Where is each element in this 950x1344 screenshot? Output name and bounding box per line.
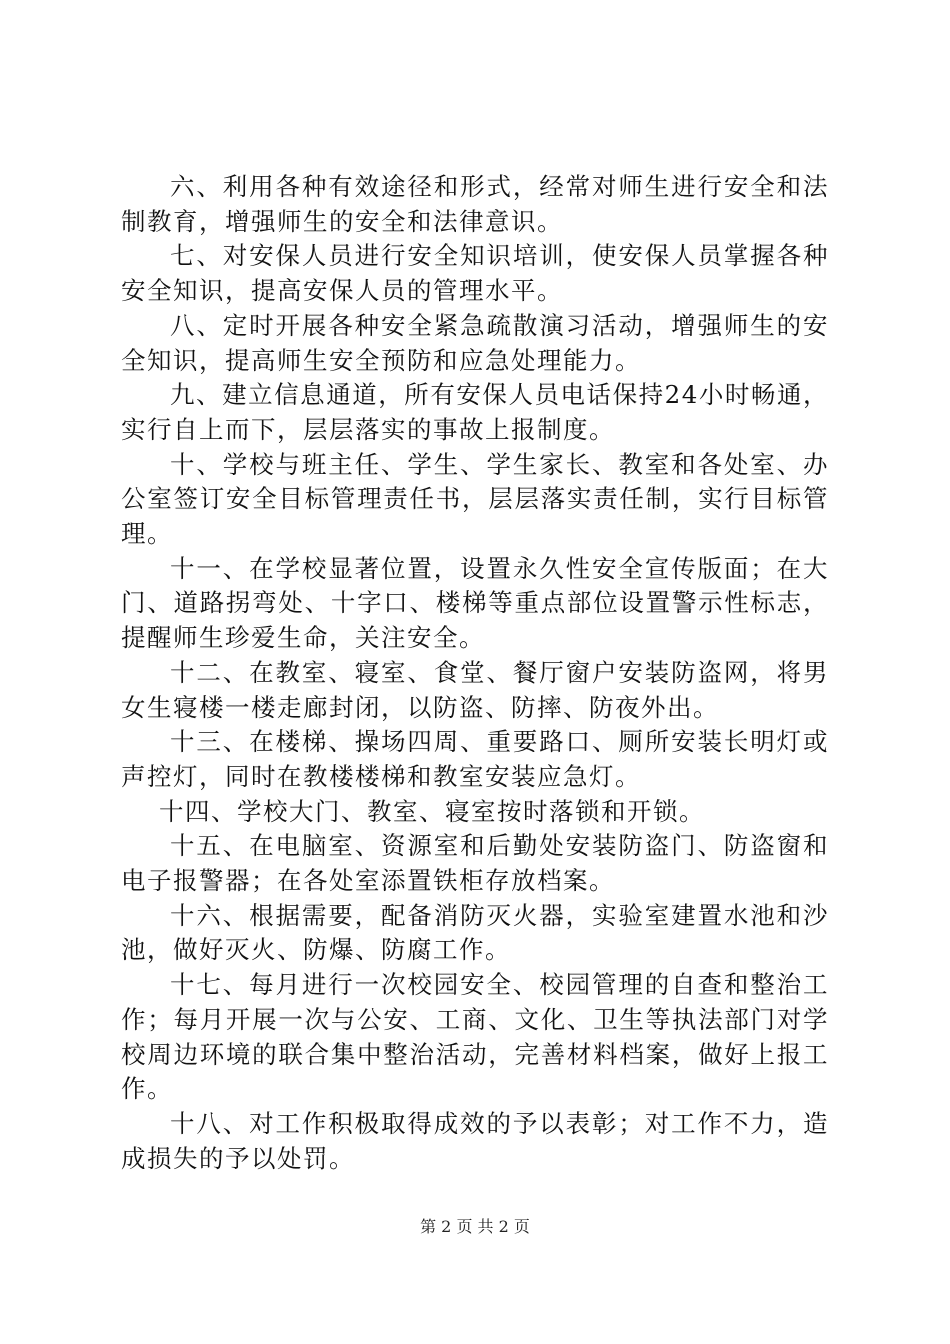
paragraph-10: 十、学校与班主任、学生、学生家长、教室和各处室、办公室签订安全目标管理责任书，层层落实责任制，实行目标管理。: [121, 449, 829, 549]
paragraph-9: 九、建立信息通道，所有安保人员电话保持24小时畅通，实行自上而下，层层落实的事故上报制度。: [121, 380, 829, 444]
paragraph-18: 十八、对工作积极取得成效的予以表彰；对工作不力，造成损失的予以处罚。: [121, 1108, 829, 1173]
document-body: [121, 170, 829, 1176]
paragraph-15: 十五、在电脑室、资源室和后勤处安装防盗门、防盗窗和电子报警器；在各处室添置铁柜存放档案。: [121, 831, 829, 896]
paragraph-8: 八、定时开展各种安全紧急疏散演习活动，增强师生的安全知识，提高师生安全预防和应急处理能力。: [121, 310, 829, 375]
paragraph-17: 十七、每月进行一次校园安全、校园管理的自查和整治工作；每月开展一次与公安、工商、文化、卫生等执法部门对学校周边环境的联合集中整治活动，完善材料档案，做好上报工作。: [121, 970, 829, 1104]
paragraph-6: 六、利用各种有效途径和形式，经常对师生进行安全和法制教育，增强师生的安全和法律意识。: [121, 172, 829, 236]
paragraph-7: 七、对安保人员进行安全知识培训，使安保人员掌握各种安全知识，提高安保人员的管理水平。: [121, 241, 829, 306]
paragraph-14: 十四、学校大门、教室、寝室按时落锁和开锁。: [158, 796, 705, 826]
paragraph-16: 十六、根据需要，配备消防灭火器，实验室建置水池和沙池，做好灭火、防爆、防腐工作。: [121, 900, 829, 965]
page-footer: 第 2 页 共 2 页: [420, 1217, 530, 1236]
paragraph-13: 十三、在楼梯、操场四周、重要路口、厕所安装长明灯或声控灯，同时在教楼楼梯和教室安装应急灯。: [121, 727, 829, 791]
paragraph-11: 十一、在学校显著位置，设置永久性安全宣传版面；在大门、道路拐弯处、十字口、楼梯等重点部位设置警示性标志，提醒师生珍爱生命，关注安全。: [121, 553, 829, 653]
paragraph-12: 十二、在教室、寝室、食堂、餐厅窗户安装防盗网，将男女生寝楼一楼走廊封闭，以防盗、防摔、防夜外出。: [121, 657, 829, 722]
